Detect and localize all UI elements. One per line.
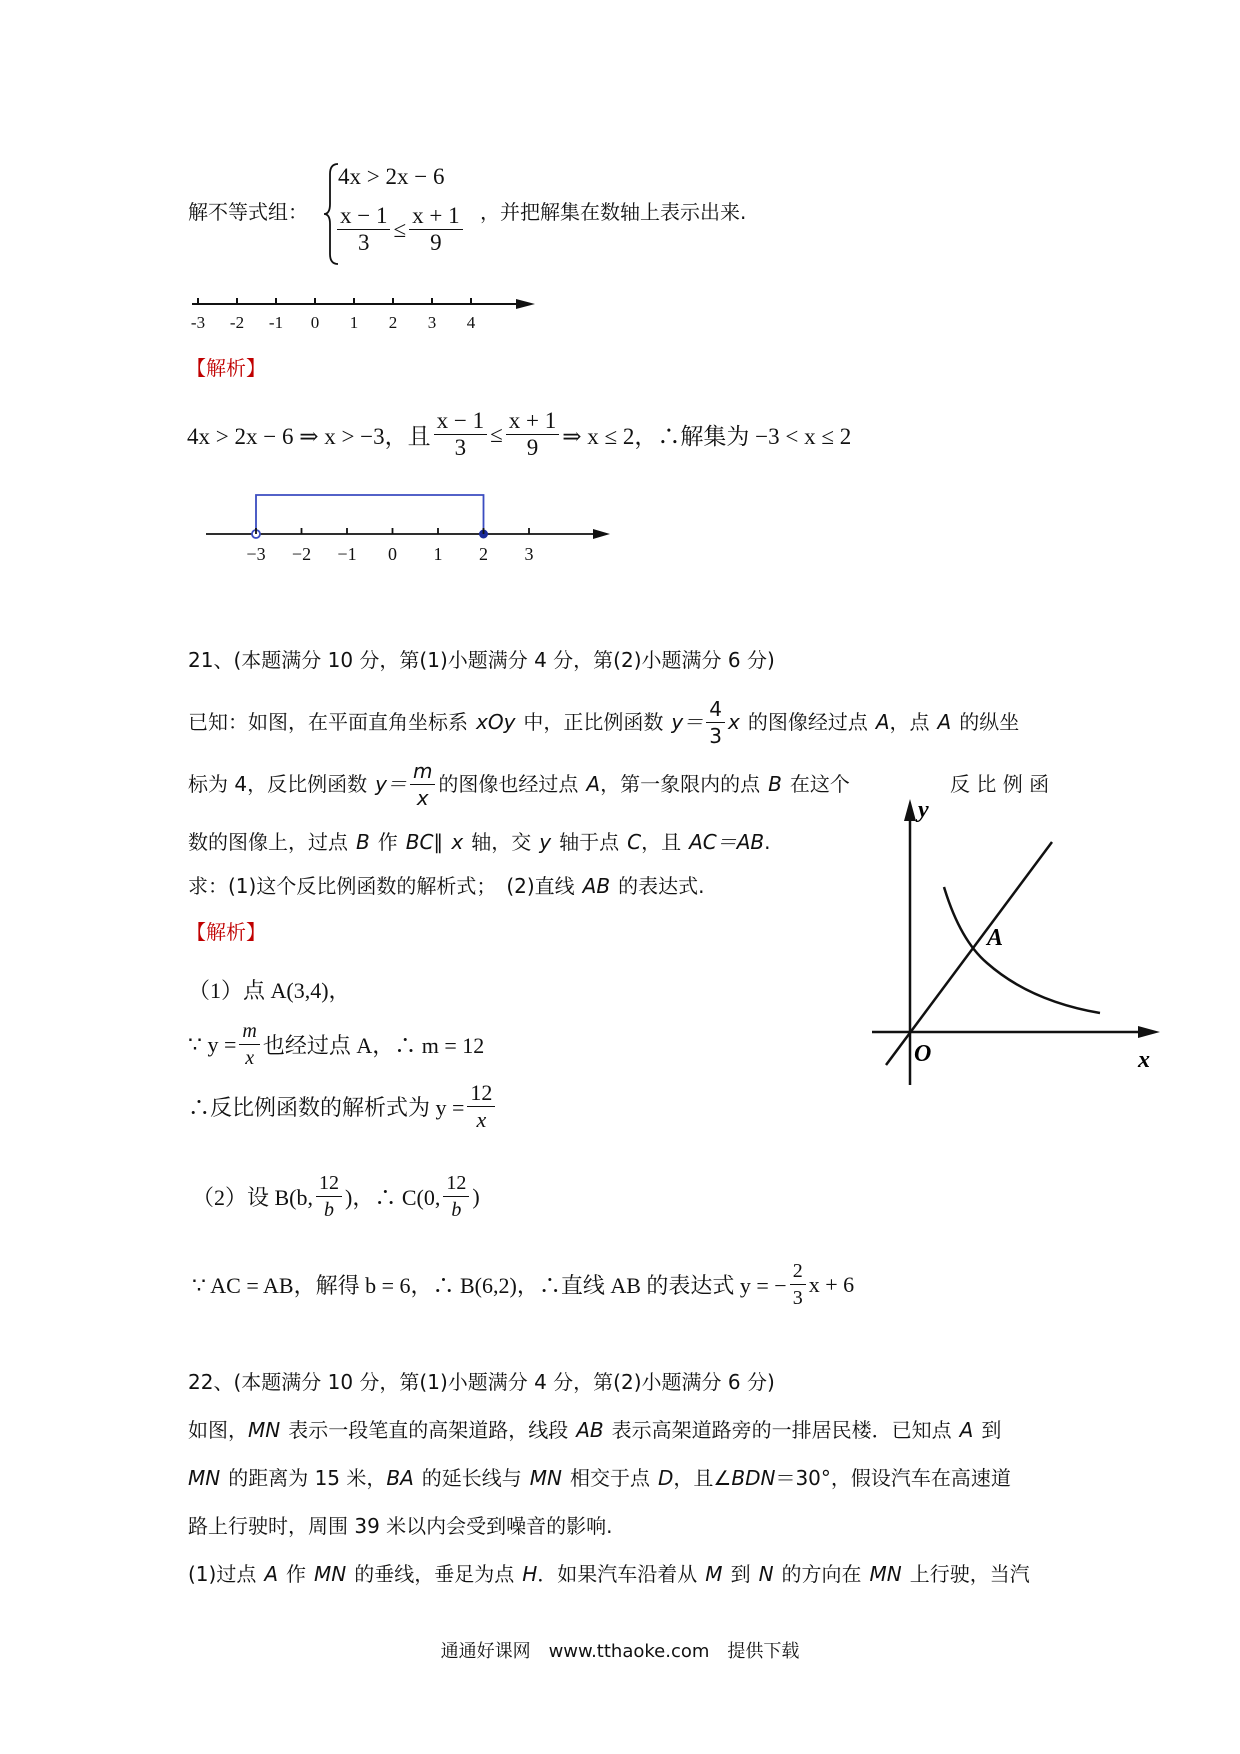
q22-line4: (1)过点 A 作 MN 的垂线，垂足为点 H ．如果汽车沿着从 M 到 N 的方向在 MN 上行驶，当汽	[188, 1562, 1030, 1586]
q21-header: 21、(本题满分 10 分，第(1)小题满分 4 分，第(2)小题满分 6 分)	[188, 648, 775, 672]
q21-sol-step3: ∴反比例函数的解析式为 y = $\frac{12}{x}$	[188, 1080, 498, 1133]
q21-jiexi-label: 【解析】	[186, 920, 266, 944]
q21-sol-step2: ∵ y = $\frac{m}{x}$ 也经过点 A，∴ m = 12	[188, 1020, 485, 1069]
q20-prompt-tail: ，并把解集在数轴上表示出来.	[480, 200, 747, 224]
q20-solution-line: 4x > 2x − 6 ⇒ x > −3，且 $\frac{x - 1}{3}$ ≤ $\frac{x + 1}{9}$ ⇒ x ≤ 2，∴解集为 −3 < x ≤ 2	[187, 408, 852, 460]
tick-label: 2	[479, 544, 488, 564]
q21-sol-step5: ∵ AC = AB，解得 b = 6，∴ B(6,2)，∴直线 AB 的表达式 y = − $\frac{2}{3}$ x + 6	[192, 1260, 855, 1309]
q21-line2: 标为 4，反比例函数 y＝ $\frac{m}{x}$ 的图像也经过点 A ，第一象限内的点 B 在这个	[188, 758, 850, 810]
q21-line1: 已知：如图，在平面直角坐标系 xOy 中，正比例函数 y＝ $\frac{4}{3}$ x 的图像经过点 A ，点 A 的纵坐	[188, 696, 1020, 748]
tick-label: -1	[268, 313, 284, 332]
q20-ineq1: 4x > 2x − 6	[338, 164, 445, 189]
tick-label: 1	[433, 544, 443, 564]
q21-line3: 数的图像上，过点 B 作 BC ∥ x 轴，交 y 轴于点 C ，且 AC＝AB .	[188, 830, 771, 854]
q20-prompt: 解不等式组：	[188, 200, 308, 224]
q20-number-line	[180, 290, 550, 340]
tick-label: 3	[524, 544, 534, 564]
q22-line2: MN 的距离为 15 米， BA 的延长线与 MN 相交于点 D ，且∠ BDN ＝30°，假设汽车在高速道	[188, 1466, 1011, 1490]
tick-label: 1	[349, 313, 359, 332]
q22-header: 22、(本题满分 10 分，第(1)小题满分 4 分，第(2)小题满分 6 分)	[188, 1370, 775, 1394]
tick-label: −3	[246, 544, 266, 564]
q20-ineq2: $\frac{x - 1}{3}$ ≤ $\frac{x + 1}{9}$	[334, 203, 466, 256]
hyperbola-curve	[944, 887, 1100, 1013]
tick-label: −2	[291, 544, 312, 564]
tick-label: 3	[427, 313, 437, 332]
q20-solution-number-line	[200, 490, 620, 570]
tick-label: 4	[466, 313, 476, 332]
q21-sol-step1: （1）点 A(3,4)，	[188, 978, 351, 1003]
q21-figure	[860, 785, 1170, 1095]
tick-label: −1	[337, 544, 357, 564]
solution-interval-bracket	[256, 495, 484, 534]
fig-point-label: A	[987, 925, 1004, 951]
q21-sol-step4: （2）设 B(b, $\frac{12}{b}$ )，∴ C(0, $\frac{12}{b}$ )	[192, 1172, 480, 1221]
fig-origin-label: O	[914, 1041, 932, 1067]
q21-line4: 求：(1)这个反比例函数的解析式； (2)直线 AB 的表达式.	[188, 874, 705, 898]
q21-line2-tail: 反 比 例 函	[950, 772, 1050, 796]
tick-label: 0	[388, 544, 397, 564]
tick-label: 2	[388, 313, 398, 332]
fig-x-label: x	[1138, 1047, 1150, 1073]
q22-line3: 路上行驶时，周围 39 米以内会受到噪音的影响.	[188, 1514, 613, 1538]
q20-jiexi-label: 【解析】	[186, 356, 266, 380]
fig-y-label: y	[918, 797, 929, 823]
tick-label: -2	[229, 313, 245, 332]
page-footer: 通通好课网 www.tthaoke.com 提供下载	[440, 1641, 800, 1662]
tick-label: 0	[310, 313, 320, 332]
tick-label: -3	[190, 313, 206, 332]
q22-line1: 如图， MN 表示一段笔直的高架道路，线段 AB 表示高架道路旁的一排居民楼．已知点 A 到	[188, 1418, 1002, 1442]
